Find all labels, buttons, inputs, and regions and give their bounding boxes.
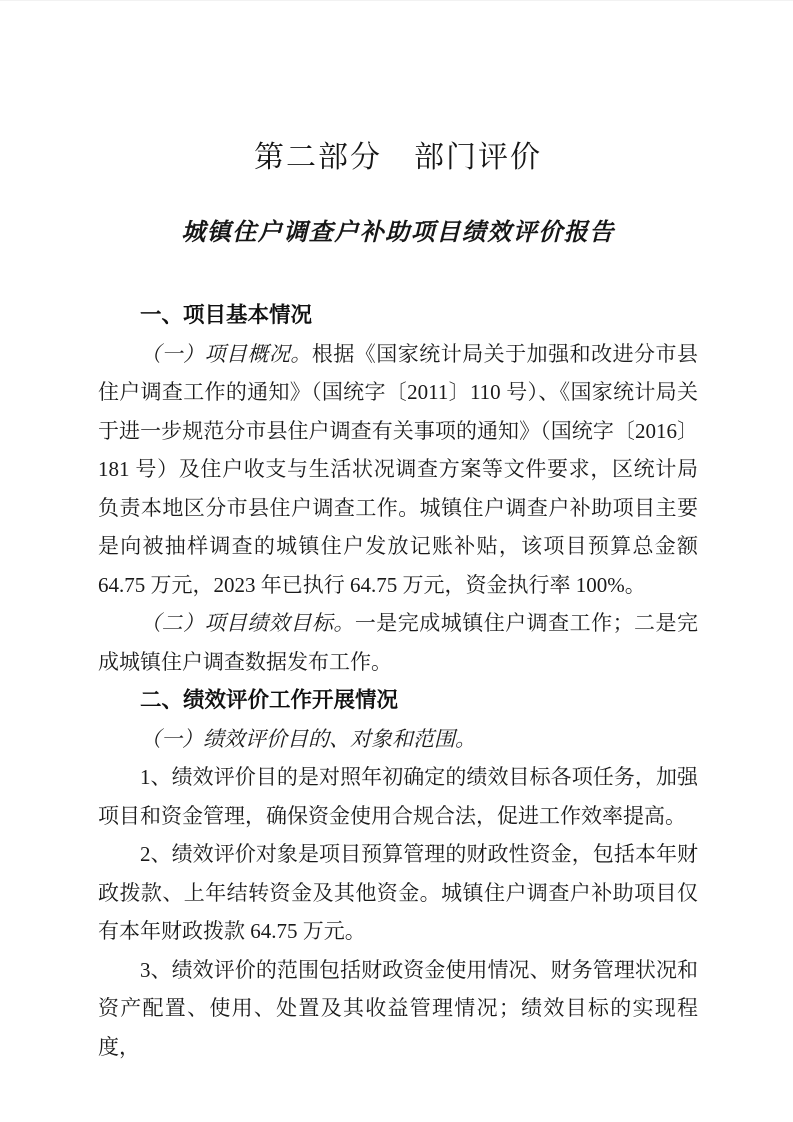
document-body [98,296,698,1066]
paragraph-performance-goals [98,604,698,681]
report-title: 城镇住户调查户补助项目绩效评价报告 [181,220,615,246]
paragraph-eval-purpose: 1、绩效评价目的是对照年初确定的绩效目标各项任务，加强项目和资金管理，确保资金使用合规合法，促进工作效率提高。 [98,765,698,828]
paragraph-project-overview-lead: （一）项目概况。 [140,341,312,366]
section-2-subheading: （一）绩效评价目的、对象和范围。 [140,726,476,751]
paragraph-performance-goals-lead: （二）项目绩效目标。 [140,611,355,635]
paragraph-eval-scope: 3、绩效评价的范围包括财政资金使用情况、财务管理状况和资产配置、使用、处置及其收益管理情况；绩效目标的实现程度， [98,957,698,1059]
part-title: 第二部分 部门评价 [254,141,542,174]
section-2-heading: 二、绩效评价工作开展情况 [140,688,399,712]
section-1-heading: 一、项目基本情况 [140,303,313,327]
paragraph-project-overview-text: 根据《国家统计局关于加强和改进分市县住户调查工作的通知》（国统字〔2011〕110 号）、《国家统计局关于进一步规范分市县住户调查有关事项的通知》（国统字〔2016〕181 号）及住户收支与生活状况调查方案等文件要求，区统计局负责本地区分市县住户调查工作。城镇住户调查户补助项目主要是向被抽样调查的城镇住户发放记账补贴，该项目预算总金额 64.75 万元，2023 年已执行 64.75 万元，资金执行率 100%。 [98,341,699,597]
paragraph-performance-goals-text: 一是完成城镇住户调查工作；二是完成城镇住户调查数据发布工作。 [98,611,699,674]
paragraph-project-overview [98,335,698,605]
paragraph-eval-object: 2、绩效评价对象是项目预算管理的财政性资金，包括本年财政拨款、上年结转资金及其他资金。城镇住户调查户补助项目仅有本年财政拨款 64.75 万元。 [98,842,698,943]
